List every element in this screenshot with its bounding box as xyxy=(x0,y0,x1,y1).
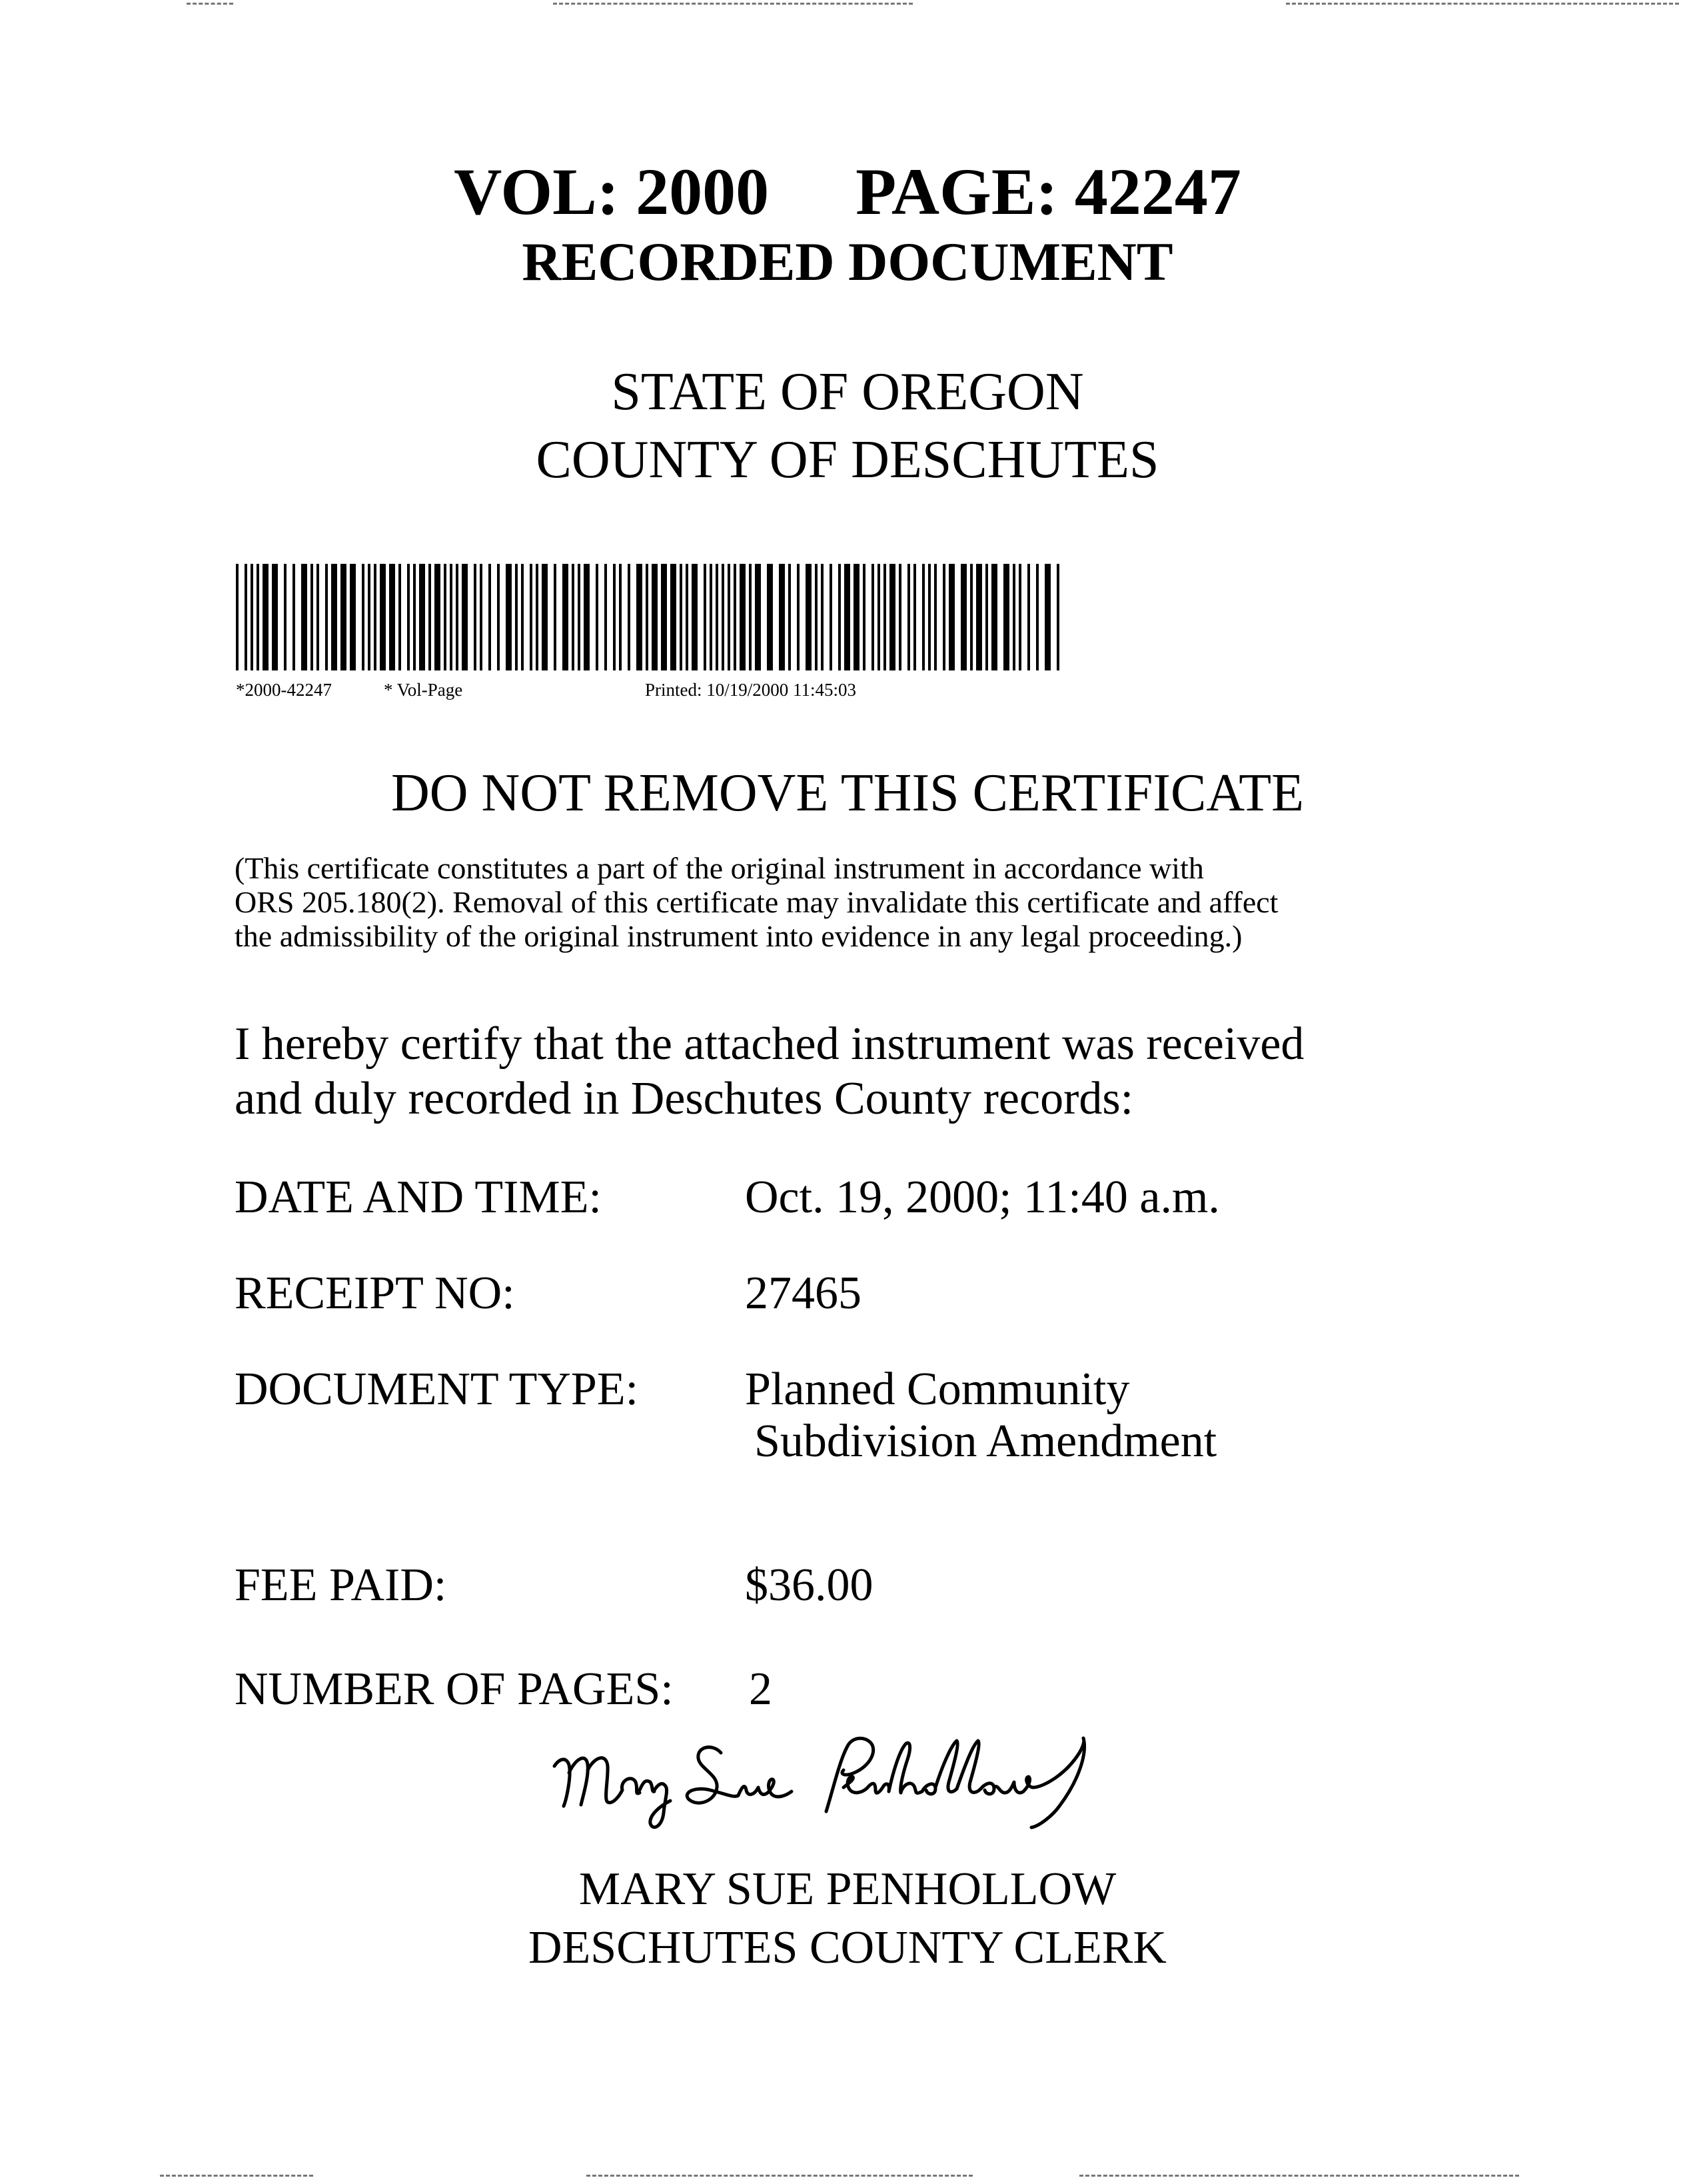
barcode-bar xyxy=(428,564,431,670)
barcode-bar xyxy=(692,564,698,670)
barcode-bar xyxy=(413,564,416,670)
barcode-bar xyxy=(536,564,538,670)
barcode-bar xyxy=(521,564,524,670)
barcode-bar xyxy=(350,564,356,670)
barcode-bar xyxy=(755,564,761,670)
barcode-printed-text: Printed: 10/19/2000 11:45:03 xyxy=(645,680,856,700)
page-count-label: NUMBER OF PAGES: xyxy=(235,1663,674,1715)
top-scan-edge-right xyxy=(1286,3,1679,5)
barcode-bar xyxy=(316,564,319,670)
barcode-bar xyxy=(497,564,500,670)
bottom-scan-edge-left xyxy=(160,2175,313,2177)
document-type-label: DOCUMENT TYPE: xyxy=(235,1364,639,1415)
barcode-bar xyxy=(434,564,440,670)
certification-line: and duly recorded in Deschutes County records: xyxy=(235,1073,1134,1124)
county-heading: COUNTY OF DESCHUTES xyxy=(536,431,1159,489)
barcode-bar xyxy=(450,564,452,670)
barcode-bar xyxy=(340,564,346,670)
barcode-bar xyxy=(272,564,278,670)
barcode-bar xyxy=(652,564,658,670)
barcode-bar xyxy=(863,564,865,670)
barcode-bar xyxy=(613,564,616,670)
barcode-bar xyxy=(877,564,880,670)
barcode-bar xyxy=(853,564,859,670)
barcode-bar xyxy=(985,564,988,670)
barcode-bar xyxy=(542,564,548,670)
volume-page-heading xyxy=(0,155,1695,229)
barcode-bar xyxy=(1036,564,1039,670)
notice-heading: DO NOT REMOVE THIS CERTIFICATE xyxy=(390,764,1305,822)
barcode-bar xyxy=(407,564,410,670)
barcode-bar xyxy=(934,564,937,670)
barcode-bar xyxy=(1013,564,1015,670)
barcode-bar xyxy=(883,564,886,670)
barcode-bar xyxy=(301,564,307,670)
document-type-value-line1: Planned Community xyxy=(745,1364,1130,1415)
barcode-bar xyxy=(749,564,752,670)
notice-line: the admissibility of the original instrument into evidence in any legal proceeding.) xyxy=(235,919,1243,953)
document-type-value-line2: Subdivision Amendment xyxy=(754,1416,1217,1467)
receipt-label: RECEIPT NO: xyxy=(235,1268,515,1319)
barcode-bar xyxy=(292,564,295,670)
barcode-bar xyxy=(584,564,590,670)
barcode-bar xyxy=(740,564,746,670)
barcode-bar xyxy=(949,564,955,670)
barcode-bar xyxy=(871,564,874,670)
barcode-bar xyxy=(236,564,239,670)
barcode-bar xyxy=(680,564,682,670)
barcode-bar xyxy=(797,564,800,670)
barcode-bar xyxy=(961,564,967,670)
barcode-bar xyxy=(1045,564,1051,670)
barcode-bar xyxy=(619,564,622,670)
barcode-bar xyxy=(474,564,476,670)
barcode-bar xyxy=(488,564,491,670)
barcode-bar xyxy=(284,564,286,670)
barcode-bar xyxy=(991,564,997,670)
barcode-bar xyxy=(578,564,580,670)
barcode-bar xyxy=(1003,564,1009,670)
barcode-bar xyxy=(943,564,945,670)
barcode-bar xyxy=(806,564,812,670)
barcode-bar xyxy=(389,564,395,670)
barcode-bar xyxy=(830,564,832,670)
clerk-signature xyxy=(546,1726,1133,1839)
barcode-bar xyxy=(263,564,269,670)
page-label: PAGE: 42247 xyxy=(855,155,1241,229)
barcode-bar xyxy=(722,564,724,670)
barcode-bar xyxy=(821,564,824,670)
barcode-bar xyxy=(506,564,512,670)
bottom-scan-edge-middle xyxy=(586,2175,973,2177)
barcode-bar xyxy=(889,564,895,670)
barcode-bar xyxy=(907,564,910,670)
certification-line: I hereby certify that the attached instrument was received xyxy=(235,1018,1305,1070)
barcode-bar xyxy=(844,564,850,670)
barcode-bar xyxy=(899,564,901,670)
barcode-bar xyxy=(362,564,364,670)
barcode-bar xyxy=(368,564,370,670)
barcode-bar xyxy=(779,564,785,670)
page-count-value: 2 xyxy=(749,1663,772,1715)
clerk-name: MARY SUE PENHOLLOW xyxy=(578,1863,1117,1915)
barcode-bar xyxy=(310,564,313,670)
barcode-bar xyxy=(398,564,401,670)
barcode-bar xyxy=(331,564,337,670)
barcode-bar xyxy=(815,564,818,670)
barcode-bar xyxy=(636,564,642,670)
barcode-bar xyxy=(1027,564,1030,670)
volume-label: VOL: 2000 xyxy=(454,155,770,229)
barcode-bar xyxy=(716,564,718,670)
fee-label: FEE PAID: xyxy=(235,1560,447,1611)
barcode-bar xyxy=(480,564,482,670)
top-scan-edge-left xyxy=(187,3,233,5)
barcode-bar xyxy=(1057,564,1059,670)
barcode-bar xyxy=(572,564,574,670)
barcode-bar xyxy=(456,564,458,670)
barcode-bar xyxy=(970,564,973,670)
barcode-bar xyxy=(767,564,773,670)
barcode-bar xyxy=(928,564,931,670)
barcode-bar xyxy=(257,564,259,670)
barcode-bar xyxy=(922,564,925,670)
barcode-bar xyxy=(728,564,730,670)
barcode-id-text: *2000-42247 xyxy=(236,680,332,700)
barcode-bar xyxy=(604,564,607,670)
barcode-bar xyxy=(646,564,648,670)
barcode-bar xyxy=(374,564,376,670)
receipt-value: 27465 xyxy=(745,1268,861,1319)
barcode-bar xyxy=(325,564,328,670)
barcode-bar xyxy=(628,564,630,670)
barcode-bar xyxy=(251,564,253,670)
notice-line: ORS 205.180(2). Removal of this certificate may invalidate this certificate and affect xyxy=(235,885,1279,919)
barcode-bar xyxy=(710,564,712,670)
barcode-bar xyxy=(976,564,982,670)
barcode-bar xyxy=(788,564,791,670)
barcode-bar xyxy=(444,564,446,670)
barcode-bar xyxy=(245,564,247,670)
barcode-bar xyxy=(596,564,598,670)
clerk-title: DESCHUTES COUNTY CLERK xyxy=(528,1922,1167,1973)
barcode-bar xyxy=(661,564,667,670)
notice-line: (This certificate constitutes a part of the original instrument in accordance with xyxy=(235,851,1204,885)
document-subtitle: RECORDED DOCUMENT xyxy=(522,231,1173,292)
barcode-bar xyxy=(515,564,518,670)
bottom-scan-edge-right xyxy=(1079,2175,1519,2177)
top-scan-edge-middle xyxy=(553,3,913,5)
barcode-bar xyxy=(380,564,386,670)
state-heading: STATE OF OREGON xyxy=(611,363,1084,421)
barcode-bar xyxy=(670,564,676,670)
barcode-vol-page-text: * Vol-Page xyxy=(384,680,463,700)
barcode-bar xyxy=(419,564,425,670)
barcode-bar xyxy=(913,564,916,670)
barcode-bar xyxy=(838,564,841,670)
barcode-bar xyxy=(530,564,532,670)
date-time-value: Oct. 19, 2000; 11:40 a.m. xyxy=(745,1172,1220,1223)
barcode-bar xyxy=(704,564,706,670)
barcode-bar xyxy=(554,564,556,670)
barcode-bar xyxy=(462,564,468,670)
fee-value: $36.00 xyxy=(745,1560,873,1611)
barcode-bar xyxy=(686,564,688,670)
date-time-label: DATE AND TIME: xyxy=(235,1172,602,1223)
barcode-image xyxy=(236,564,1066,670)
barcode-bar xyxy=(562,564,568,670)
barcode-bar xyxy=(1019,564,1021,670)
barcode-bar xyxy=(734,564,736,670)
